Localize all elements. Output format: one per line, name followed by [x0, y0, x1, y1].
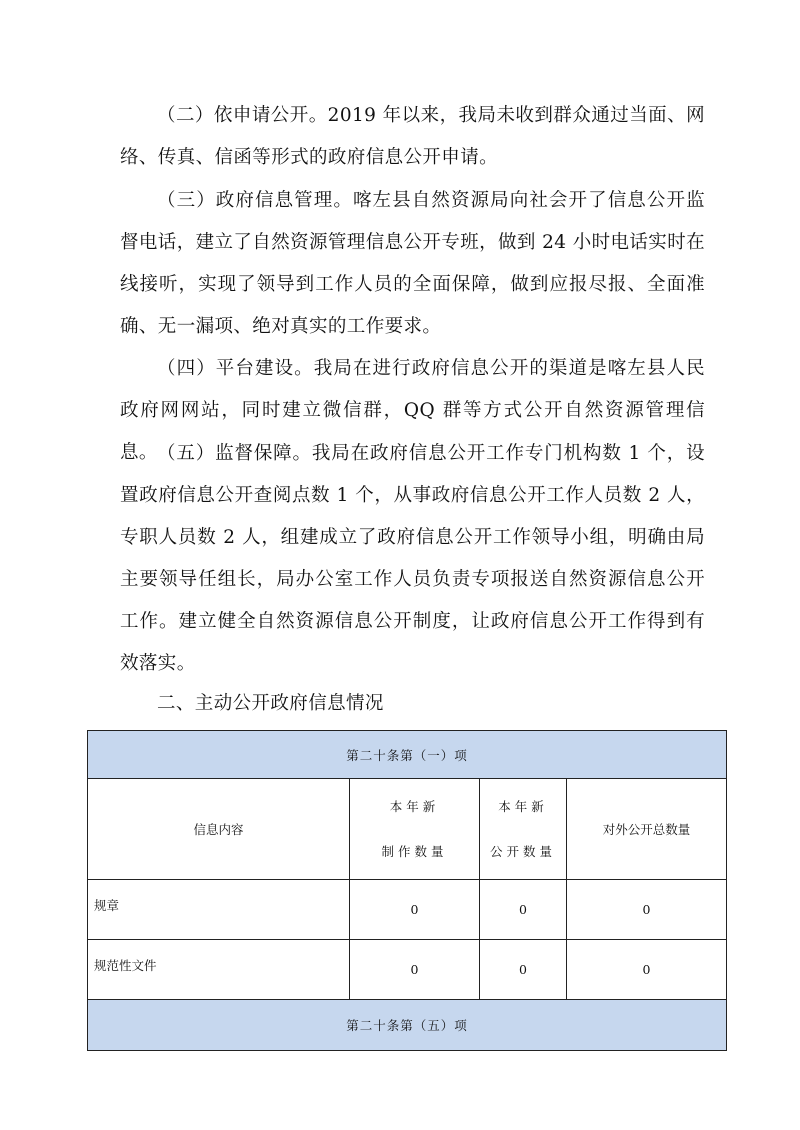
header-new-made-line2: 制作数量 — [381, 844, 448, 859]
paragraph-supervision: （五）监督保障。我局在政府信息公开工作专门机构数 1 个，设置政府信息公开查阅点数 1 个，从事政府信息公开工作人员数 2 人，专职人员数 2 人，组建成立了政府信息公开工作领导小组，明确由局主要领导任组长，局办公室工作人员负责专项报送自然资源信息公开工作。建立健全自然资源信息公开制度，让政府信息公开工作得到有效落实。 — [120, 443, 705, 674]
row-new-made: 0 — [350, 880, 480, 940]
table-row — [88, 880, 727, 940]
row-name: 规范性文件 — [88, 940, 350, 1000]
paragraph-info-management: （三）政府信息管理。喀左县自然资源局向社会开了信息公开监督电话，建立了自然资源管理信息公开专班，做到 24 小时电话实时在线接听，实现了领导到工作人员的全面保障，做到应报尽报、全面准确、无一漏项、绝对真实的工作要求。 — [120, 190, 706, 337]
table-row — [88, 940, 727, 1000]
header-new-public — [480, 779, 567, 880]
table-band-article-20-1: 第二十条第（一）项 — [88, 731, 727, 779]
table-header-row — [88, 779, 727, 880]
table-band-article-20-5: 第二十条第（五）项 — [88, 1000, 727, 1051]
paragraph-apply-disclosure: （二）依申请公开。2019 年以来，我局未收到群众通过当面、网络、传真、信函等形式的政府信息公开申请。 — [120, 105, 705, 168]
row-new-public: 0 — [480, 940, 567, 1000]
row-total: 0 — [567, 940, 727, 1000]
row-new-made: 0 — [350, 940, 480, 1000]
disclosure-table — [87, 730, 727, 1051]
paragraph-platform-construction: （四）平台建设。我局在进行政府信息公开的渠道是喀左县人民政府网网站，同时建立微信群，QQ 群等方式公开自然资源管理信息。 — [120, 358, 705, 463]
header-info-content: 信息内容 — [88, 779, 350, 880]
header-new-public-line1: 本年新 — [498, 799, 548, 814]
row-name: 规章 — [88, 880, 350, 940]
header-new-made-line1: 本年新 — [389, 799, 440, 814]
header-new-made — [350, 779, 480, 880]
section-heading: 二、主动公开政府信息情况 — [157, 693, 384, 714]
header-total-public: 对外公开总数量 — [567, 779, 727, 880]
header-new-public-line2: 公开数量 — [489, 844, 556, 859]
row-total: 0 — [567, 880, 727, 940]
row-new-public: 0 — [480, 880, 567, 940]
